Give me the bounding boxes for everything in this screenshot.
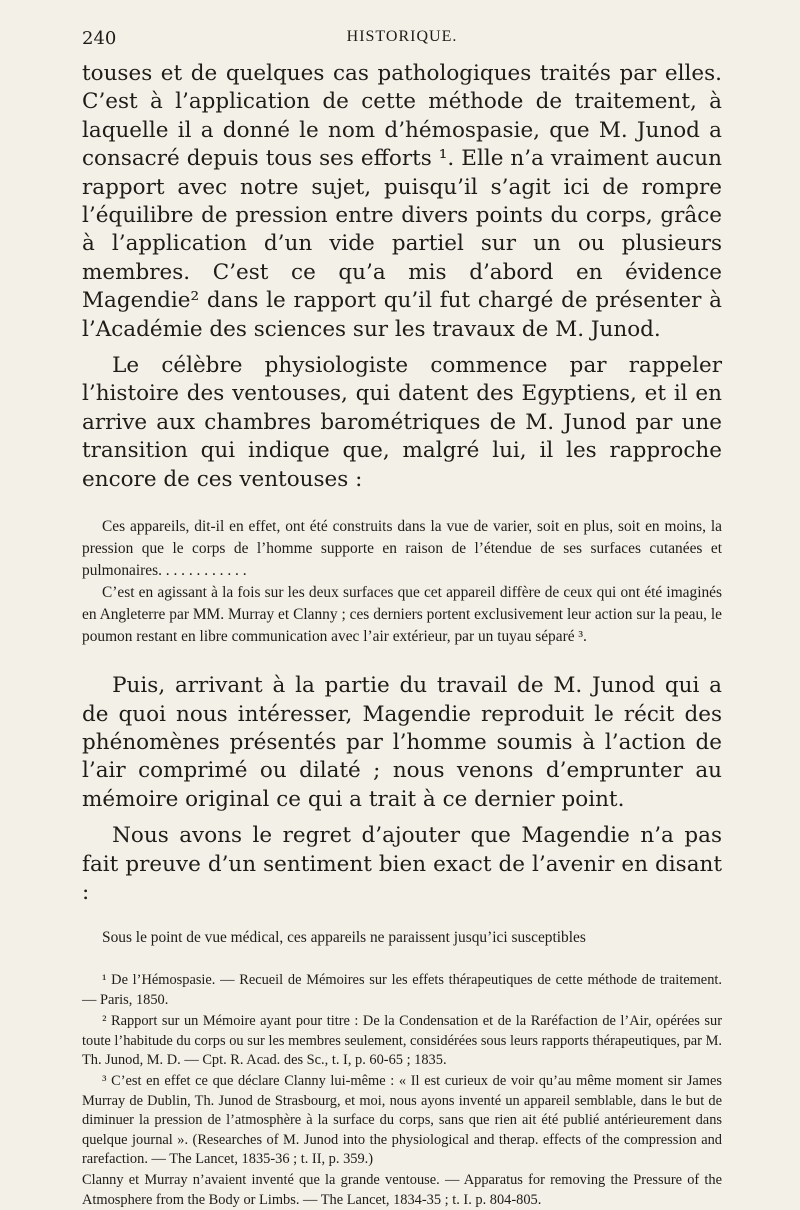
running-title: HISTORIQUE.	[346, 28, 458, 45]
quote-1: Ces appareils, dit-il en effet, ont été construits dans la vue de varier, soit en plus, soit en moins, la pression que le corps de l’homme supporte en raison de l’étendue de ses surfaces cutanées et pulmonaires. . . . . . . . . . . .	[82, 518, 722, 580]
paragraph-2: Le célèbre physiologiste commence par rappeler l’histoire des ventouses, qui datent des Egyptiens, et il en arrive aux chambres barométriques de M. Junod par une transition qui indique que, malgré lui, il les rapproche encore de ces ventouses :	[82, 353, 722, 492]
paragraph-3: Puis, arrivant à la partie du travail de M. Junod qui a de quoi nous intéresser, Magendie reproduit le récit des phénomènes présentés par l’homme soumis à l’action de l’air comprimé ou dilaté ; nous venons d’emprunter au mémoire original ce qui a trait à ce dernier point.	[82, 673, 722, 812]
footnotes	[82, 971, 722, 1210]
footnote-3-continued: Clanny et Murray n’avaient inventé que la grande ventouse. — Apparatus for removing the Pressure of the Atmosphere from the Body or Limbs. — The Lancet, 1834-35 ; t. I. p. 804-805.	[82, 1172, 722, 1208]
footnote-2: ² Rapport sur un Mémoire ayant pour titre : De la Condensation et de la Raréfaction de l’Air, opérées sur toute l’habitude du corps ou sur les membres seulement, considérées sous leurs rapports thérapeutiques, par M. Th. Junod, M. D. — Cpt. R. Acad. des Sc., t. I, p. 60-65 ; 1835.	[82, 1013, 722, 1068]
paragraph-1: touses et de quelques cas pathologiques traités par elles. C’est à l’application de cette méthode de traitement, à laquelle il a donné le nom d’hémospasie, que M. Junod a consacré depuis tous ses efforts ¹. Elle n’a vraiment aucun rapport avec notre sujet, puisqu’il s’agit ici de rompre l’équilibre de pression entre divers points du corps, grâce à l’application d’un vide partiel sur un ou plusieurs membres. C’est ce qu’a mis d’abord en évidence Magendie² dans le rapport qu’il fut chargé de présenter à l’Académie des sciences sur les travaux de M. Junod.	[82, 61, 722, 342]
page-number: 240	[82, 28, 117, 49]
page-header	[82, 28, 722, 52]
quote-2: C’est en agissant à la fois sur les deux surfaces que cet appareil diffère de ceux qui ont été imaginés en Angleterre par MM. Murray et Clanny ; ces derniers portent exclusivement leur action sur la peau, le poumon restant en libre communication avec l’air extérieur, par un tuyau séparé ³.	[82, 584, 722, 646]
footnote-1: ¹ De l’Hémospasie. — Recueil de Mémoires sur les effets thérapeutiques de cette méthode de traitement. — Paris, 1850.	[82, 972, 722, 1008]
quote-3: Sous le point de vue médical, ces appareils ne paraissent jusqu’ici susceptibles	[102, 929, 586, 947]
footnote-3: ³ C’est en effet ce que déclare Clanny lui-même : « Il est curieux de voir qu’au même moment sir James Murray de Dublin, Th. Junod de Strasbourg, et moi, nous ayons inventé un appareil semblable, dans le but de diminuer la pression de l’atmosphère à la surface du corps, sans que rien ait été publié antérieurement dans quelque journal ». (Researches of M. Junod into the physiological and therap. effects of the compression and rarefaction. — The Lancet, 1835-36 ; t. II, p. 359.)	[82, 1073, 722, 1167]
paragraph-4: Nous avons le regret d’ajouter que Magendie n’a pas fait preuve d’un sentiment bien exact de l’avenir en disant :	[82, 823, 722, 905]
page-body	[82, 60, 722, 1210]
